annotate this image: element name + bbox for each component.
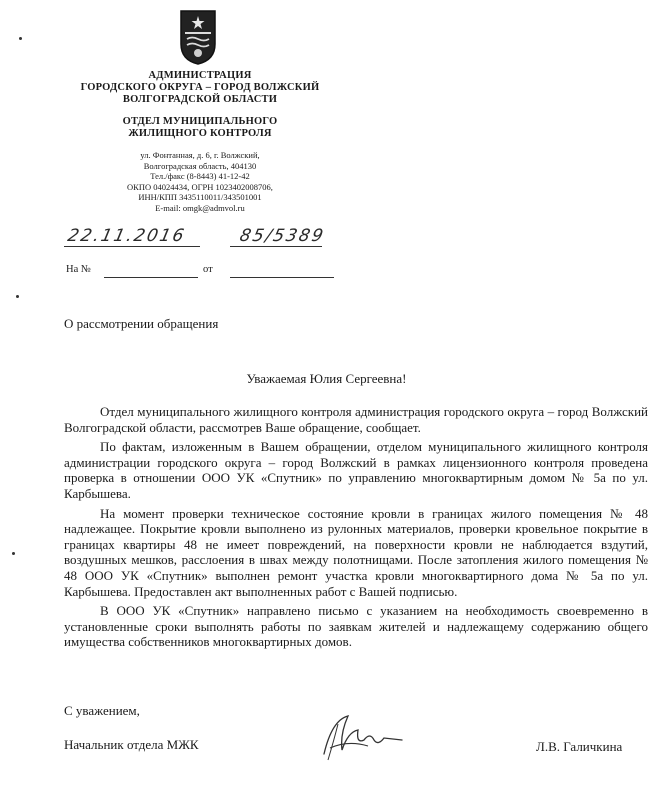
body-paragraph: По фактам, изложенным в Вашем обращении, отделом муниципального жилищного контроля администрации городского округа – город Волжский в рамках лицензионного контроля проведена проверка в отношении ООО УК «Спутник» по управлению многоквартирным домом № 5а по ул. Карбышева. (64, 439, 648, 501)
address-line: ИНН/КПП 3435110011/343501001 (138, 192, 262, 203)
date-underline (64, 246, 200, 247)
reference-number-blank (104, 277, 198, 278)
address-line: Волгоградская область, 404130 (143, 160, 257, 171)
scan-speck (19, 37, 22, 40)
reference-number-label: На № (66, 264, 91, 275)
handwritten-signature (318, 710, 408, 765)
signatory-name: Л.В. Галичкина (536, 739, 623, 754)
dept-line: ЖИЛИЩНОГО КОНТРОЛЯ (128, 128, 272, 139)
letter-subject: О рассмотрении обращения (64, 316, 219, 331)
dept-line: ОТДЕЛ МУНИЦИПАЛЬНОГО (122, 116, 278, 127)
body-paragraph: В ООО УК «Спутник» направлено письмо с указанием на необходимость своевременно в установленные сроки выполнять работы по заявкам жителей и надлежащему содержанию общего имущества собственников многоквартирных домов. (64, 603, 648, 650)
org-line: АДМИНИСТРАЦИЯ (148, 70, 252, 81)
reference-date-label: от (203, 264, 213, 275)
coat-of-arms-icon (178, 8, 218, 66)
address-block (95, 150, 305, 214)
address-line: ул. Фонтанная, д. 6, г. Волжский, (140, 150, 260, 160)
address-line: ОКПО 04024434, ОГРН 1023402008706, (127, 181, 273, 192)
reference-date-blank (230, 277, 334, 278)
letter-body (64, 404, 648, 654)
body-paragraph: Отдел муниципального жилищного контроля администрация городского округа – город Волжский Волгоградской области, рассмотрев Ваше обращение, сообщает. (64, 404, 648, 435)
outgoing-number: 85/5389 (237, 226, 327, 246)
address-line: Тел./факс (8-8443) 41-12-42 (150, 171, 250, 182)
closing-phrase: С уважением, (64, 703, 140, 718)
org-line: ВОЛГОГРАДСКОЙ ОБЛАСТИ (122, 94, 278, 105)
scan-speck (16, 295, 19, 298)
outgoing-date: 22.11.2016 (65, 226, 188, 246)
redacted-recipient-block (369, 69, 632, 190)
org-line: ГОРОДСКОГО ОКРУГА – ГОРОД ВОЛЖСКИЙ (80, 82, 320, 93)
address-line: E-mail: omgk@admvol.ru (155, 202, 245, 213)
scan-speck (12, 552, 15, 555)
number-underline (230, 246, 322, 247)
signatory-position: Начальник отдела МЖК (64, 737, 199, 752)
body-paragraph: На момент проверки техническое состояние кровли в границах жилого помещения № 48 надлежащее. Покрытие кровли выполнено из рулонных материалов, проверки кровельное покрытие в границах квартиры 48 не имеет повреждений, на поверхности кровли не наблюдается вздутий, воздушных мешков, расслоения в швах между полотнищами. После затопления жилого помещения № 48 ООО УК «Спутник» выполнен ремонт участка кровли многоквартирного дома № 5а по ул. Карбышева. Предоставлен акт выполненных работ с Вашей подписью. (64, 505, 648, 599)
department-header (60, 116, 340, 140)
greeting-row (0, 371, 661, 387)
greeting: Уважаемая Юлия Сергеевна! (246, 371, 407, 386)
organization-header (60, 70, 340, 106)
